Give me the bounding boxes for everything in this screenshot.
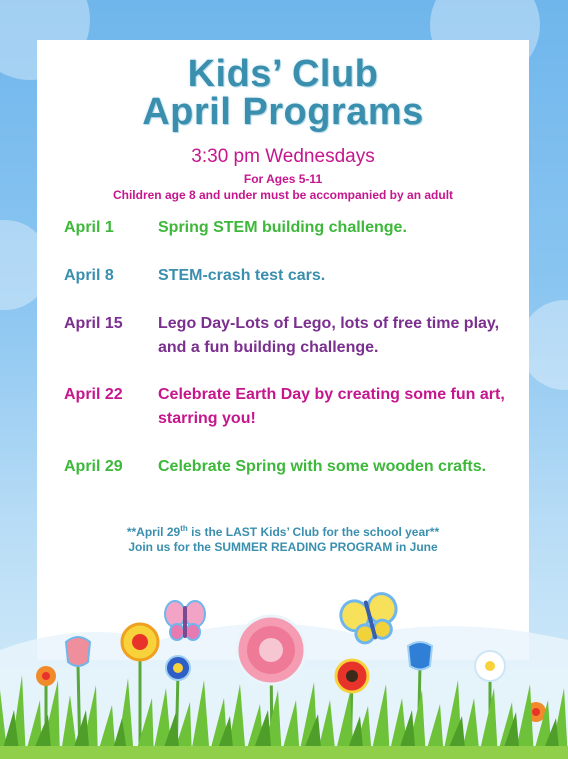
flower-icon (237, 616, 305, 684)
program-description: Lego Day-Lots of Lego, lots of free time play, and a fun building challenge. (158, 315, 500, 356)
program-description: Spring STEM building challenge. (158, 219, 407, 236)
age-range: For Ages 5-11 (243, 172, 323, 186)
tulip-icon (408, 642, 432, 670)
tulip-icon (66, 637, 90, 666)
program-date: April 15 (64, 315, 123, 332)
title-line-1: Kids’ Club (187, 53, 379, 95)
butterfly-icon (165, 601, 205, 640)
flower-icon (166, 656, 190, 680)
last-club-note-pre: **April 29 (126, 525, 181, 539)
flower-icon (336, 660, 368, 692)
last-club-note (37, 524, 529, 539)
program-description: Celebrate Spring with some wooden crafts. (158, 458, 487, 475)
program-date: April 1 (64, 219, 114, 236)
supervision-note: Children age 8 and under must be accompanied by an adult (112, 188, 454, 202)
flower-icon (36, 666, 56, 686)
program-date: April 22 (64, 386, 123, 403)
summer-reading-note: Join us for the SUMMER READING PROGRAM in June (128, 540, 438, 554)
flower-icon (122, 624, 158, 660)
program-date: April 29 (64, 458, 123, 475)
ordinal-suffix: th (180, 524, 188, 533)
program-time: 3:30 pm Wednesdays (191, 146, 375, 167)
flower-garden-illustration (0, 580, 568, 759)
title-line-2: April Programs (142, 91, 424, 133)
daisy-icon (475, 651, 505, 681)
flyer-paper (37, 40, 529, 660)
last-club-note-post: is the LAST Kids’ Club for the school year** (187, 525, 440, 539)
program-date: April 8 (64, 267, 114, 284)
program-description: STEM-crash test cars. (158, 267, 326, 284)
program-description: Celebrate Earth Day by creating some fun art, starring you! (158, 386, 505, 427)
